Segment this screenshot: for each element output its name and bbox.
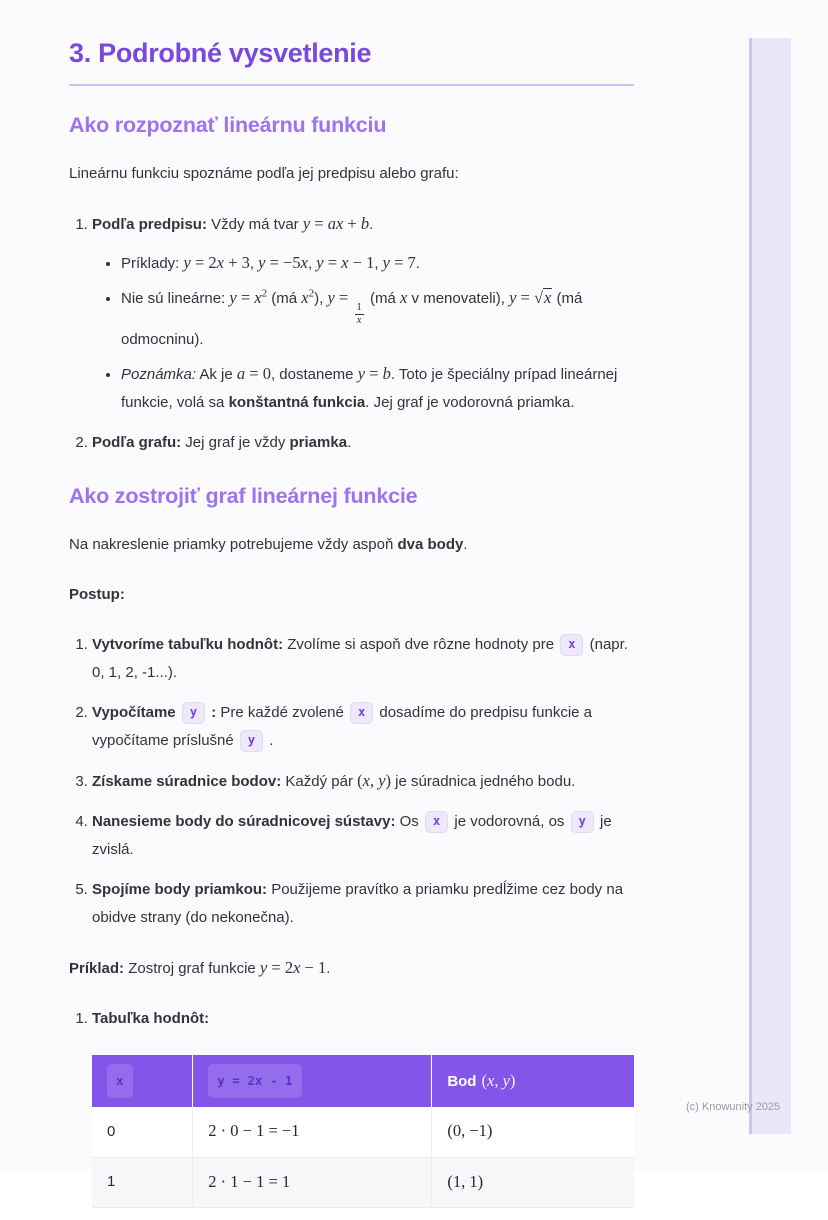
bullet-poznamka: • Poznámka: Ak je a = 0, dostaneme y = b. Toto je špeciálny prípad lineárnej funkcie, volá sa konštantná funkcia. Jej graf je vodorovná priamka. <box>121 360 634 417</box>
bullet-nie-su-linearne: • Nie sú lineárne: $y = x^2$ (má $x^2$), y = $\frac{1}{x}$ (má x v menovateli), y = √x (má odmocninu). <box>121 284 634 354</box>
inline-code-chip: y <box>240 730 263 752</box>
example-list <box>69 1005 634 1208</box>
inline-code-chip: y <box>182 702 205 724</box>
cell-computation: 2 · 0 − 1 = −1 <box>193 1107 432 1157</box>
step-item-4: 4. Nanesieme body do súradnicovej sústavy: Os x je vodorovná, os y je zvislá. <box>92 808 634 864</box>
values-table-wrap <box>92 1055 634 1208</box>
steps-list <box>69 631 634 932</box>
heading-construct: Ako zostrojiť graf lineárnej funkcie <box>69 484 418 509</box>
postup-label: Postup: <box>69 586 125 604</box>
step-item-5: 5. Spojíme body priamkou: Použijeme pravítko a priamku predĺžime cez body na obidve strany (do nekonečna). <box>92 876 634 932</box>
bod-label: Bod <box>447 1072 477 1090</box>
examples-sublist <box>92 249 634 417</box>
x-code-chip: x <box>107 1064 133 1098</box>
inline-code-chip: x <box>560 634 583 656</box>
document-content <box>69 0 634 1220</box>
cell-point: (1, 1) <box>432 1157 634 1207</box>
bod-math: (x, y) <box>481 1070 516 1090</box>
table-label-text: Tabuľka hodnôt: <box>92 1010 210 1028</box>
table-header-row <box>92 1055 634 1107</box>
step-item-3: 3. Získame súradnice bodov: Každý pár (x, y) je súradnica jedného bodu. <box>92 767 634 796</box>
intro-paragraph: Lineárnu funkciu spoznáme podľa jej predpisu alebo grafu: <box>69 165 459 182</box>
page-edge-strip <box>749 38 791 1134</box>
cell-x-value: 0 <box>92 1107 193 1157</box>
inline-code-chip: x <box>350 702 373 724</box>
table-row <box>92 1157 634 1207</box>
cell-computation: 2 · 1 − 1 = 1 <box>193 1157 432 1207</box>
watermark: (c) Knowunity 2025 <box>686 1101 781 1113</box>
page-title: 3. Podrobné vysvetlenie <box>69 38 634 86</box>
header-cell-bod <box>432 1055 634 1107</box>
bullet-priklady: • Príklady: y = 2x + 3, y = −5x, y = x − 1, y = 7. <box>121 249 634 278</box>
header-cell-x <box>92 1055 193 1107</box>
step-item-1: 1. Vytvoríme tabuľku hodnôt: Zvolíme si aspoň dve rôzne hodnoty pre x (napr. 0, 1, 2, -1...). <box>92 631 634 687</box>
recognize-list <box>69 210 634 457</box>
cell-point: (0, −1) <box>432 1107 634 1157</box>
list-item-graf: 2. Podľa grafu: Jej graf je vždy priamka. <box>92 429 634 457</box>
cell-x-value: 1 <box>92 1157 193 1207</box>
list-item-text: Podľa predpisu: Vždy má tvar y = ax + b. <box>92 214 374 233</box>
values-table <box>92 1055 634 1208</box>
inline-code-chip: y <box>571 811 594 833</box>
inline-code-chip: x <box>425 811 448 833</box>
construct-intro-paragraph: Na nakreslenie priamky potrebujeme vždy aspoň dva body. <box>69 536 468 554</box>
list-item-predpis <box>92 210 634 417</box>
formula-code-chip: y = 2x - 1 <box>208 1064 301 1098</box>
header-cell-formula <box>193 1055 432 1107</box>
example-paragraph: Príklad: Zostroj graf funkcie y = 2x − 1. <box>69 958 331 978</box>
heading-recognize: Ako rozpoznať lineárnu funkciu <box>69 113 387 137</box>
step-item-2: 2. Vypočítame y : Pre každé zvolené x dosadíme do predpisu funkcie a vypočítame príslušné y . <box>92 699 634 755</box>
table-row <box>92 1107 634 1157</box>
table-label-item <box>92 1005 634 1208</box>
